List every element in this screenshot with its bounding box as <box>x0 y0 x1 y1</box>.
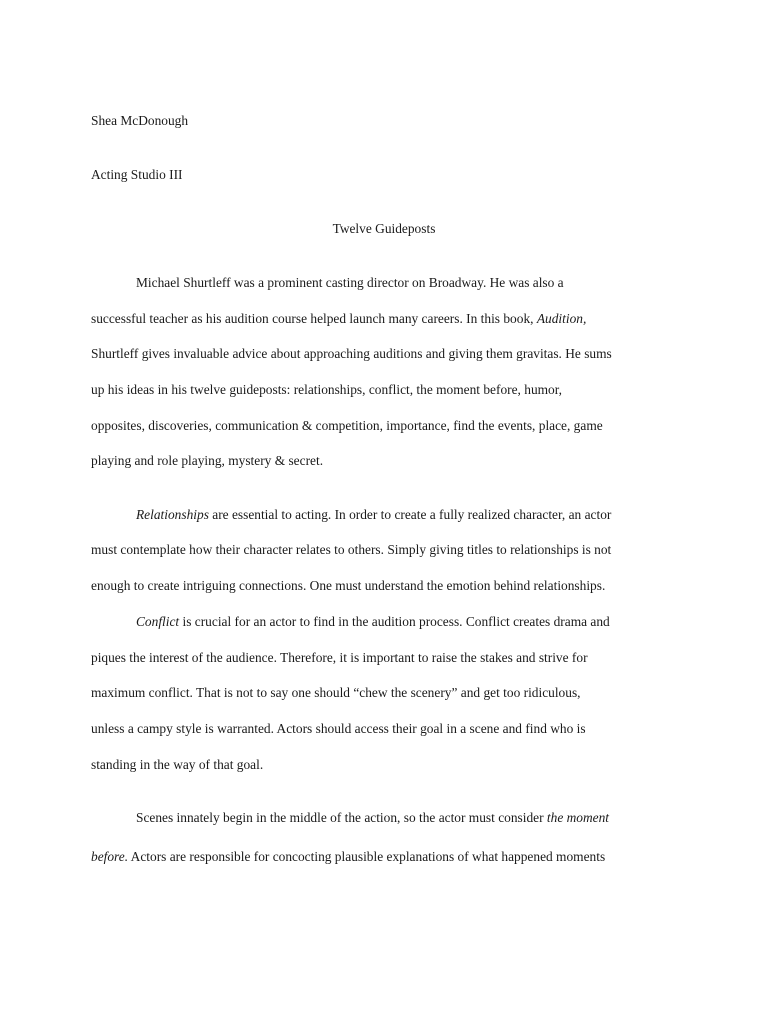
paragraph-3-line-1-text: is crucial for an actor to find in the audition process. Conflict creates drama and <box>179 614 610 629</box>
paragraph-2-line-3: enough to create intriguing connections. One must understand the emotion behind relationships. <box>91 578 606 593</box>
author-name: Shea McDonough <box>91 113 189 128</box>
paragraph-1-line-3: Shurtleff gives invaluable advice about approaching auditions and giving them gravitas. He sums <box>91 346 612 361</box>
document-title: Twelve Guideposts <box>332 221 436 236</box>
paragraph-4-line-2-text: Actors are responsible for concocting plausible explanations of what happened moments <box>128 849 606 864</box>
paragraph-3-line-5: standing in the way of that goal. <box>91 757 264 772</box>
course-name: Acting Studio III <box>91 167 183 182</box>
term-the-moment: the moment <box>546 810 610 825</box>
term-relationships: Relationships <box>136 507 209 522</box>
term-before: before. <box>91 849 129 864</box>
paragraph-1-line-5: opposites, discoveries, communication & competition, importance, find the events, place, game <box>91 418 603 433</box>
paragraph-1-line-2 <box>91 311 586 327</box>
term-conflict: Conflict <box>136 614 180 629</box>
paragraph-1-line-4: up his ideas in his twelve guideposts: relationships, conflict, the moment before, humor, <box>91 382 563 397</box>
book-title-audition: Audition, <box>536 311 587 326</box>
paragraph-1-line-1: Michael Shurtleff was a prominent casting director on Broadway. He was also a <box>136 275 564 290</box>
paragraph-3-line-3: maximum conflict. That is not to say one should “chew the scenery” and get too ridiculous, <box>91 685 581 700</box>
paragraph-3-line-1 <box>136 614 610 630</box>
paragraph-2-line-1 <box>136 507 611 523</box>
paragraph-4-line-1 <box>136 810 609 826</box>
paragraph-2-line-1-text: are essential to acting. In order to create a fully realized character, an actor <box>208 507 612 522</box>
paragraph-2-line-2: must contemplate how their character relates to others. Simply giving titles to relationships is not <box>91 542 612 557</box>
paragraph-3-line-4: unless a campy style is warranted. Actors should access their goal in a scene and find who is <box>91 721 586 736</box>
paragraph-3-line-2: piques the interest of the audience. Therefore, it is important to raise the stakes and strive for <box>91 650 588 665</box>
paragraph-4-line-2 <box>91 849 605 865</box>
paragraph-1-line-2-text: successful teacher as his audition course helped launch many careers. In this book, <box>91 311 537 326</box>
paragraph-1-line-6: playing and role playing, mystery & secret. <box>91 453 324 468</box>
paragraph-4-line-1-text: Scenes innately begin in the middle of the action, so the actor must consider <box>136 810 547 825</box>
